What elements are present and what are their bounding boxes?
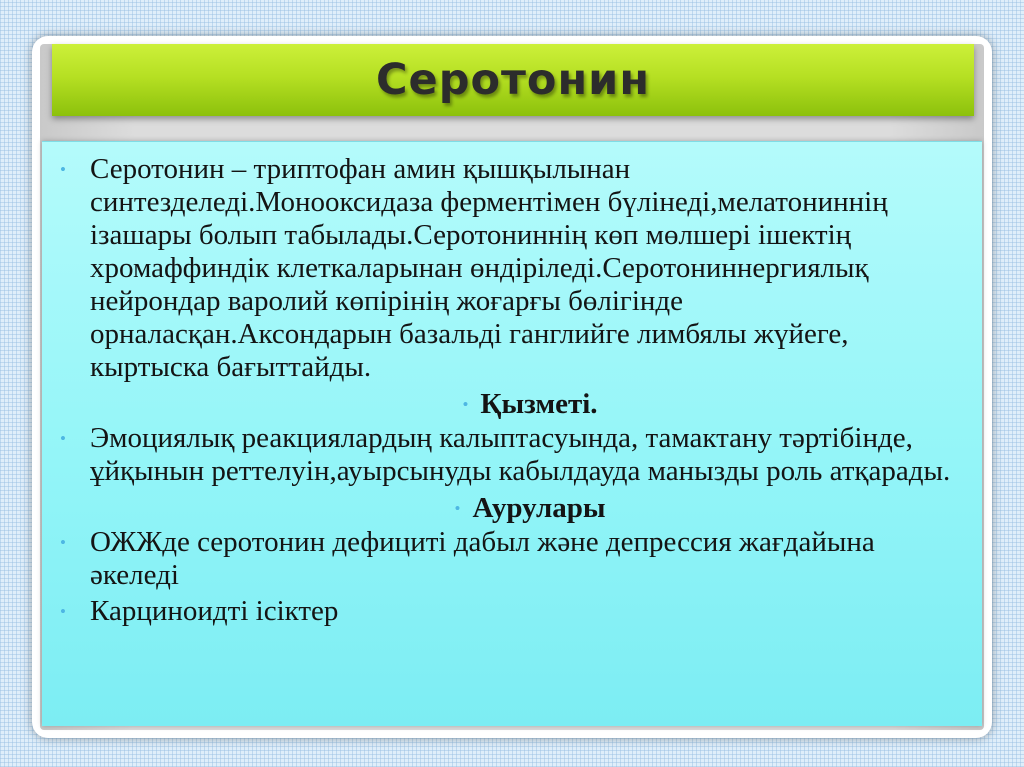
heading-diseases: Аурулары — [472, 492, 606, 524]
list-item-heading — [90, 388, 970, 421]
bullet-text-carcinoid: Карциноидті ісіктер — [90, 595, 339, 627]
bullet-list — [60, 153, 970, 628]
bullet-text-function: Эмоциялық реакциялардың калыптасуында, тамактану тәртібінде, ұйқынын реттелуін,ауырсынуды кабылдауда манызды роль атқарады. — [90, 422, 951, 487]
bullet-icon: • — [462, 395, 469, 414]
list-item — [60, 595, 970, 628]
list-item — [60, 526, 970, 592]
list-item — [60, 422, 970, 488]
title-bar — [52, 44, 974, 116]
bullet-icon: • — [454, 499, 461, 518]
list-item — [60, 153, 970, 384]
bullet-icon: • — [60, 429, 66, 448]
bullet-icon: • — [60, 160, 66, 179]
bullet-text-deficit: ОЖЖде серотонин дефициті дабыл және депрессия жағдайына әкеледі — [90, 526, 875, 591]
slide-title: Серотонин — [375, 55, 651, 105]
bullet-text-description: Серотонин – триптофан амин қышқылынан синтезделеді.Монооксидаза ферментімен бүлінеді,мелатониннің ізашары болып табылады.Серотониннің көп мөлшері ішектің хромаффиндік клеткаларынан өндіріледі.Серотониннергиялық нейрондар варолий көпірінің жоғарғы бөлігінде орналасқан.Аксондарын базальді ганглийге лимбялы жүйеге, кыртыска бағыттайды. — [90, 153, 888, 383]
list-item-heading — [90, 492, 970, 525]
heading-function: Қызметі. — [480, 388, 598, 420]
bullet-icon: • — [60, 533, 66, 552]
content-box — [42, 141, 982, 726]
bullet-icon: • — [60, 602, 66, 621]
